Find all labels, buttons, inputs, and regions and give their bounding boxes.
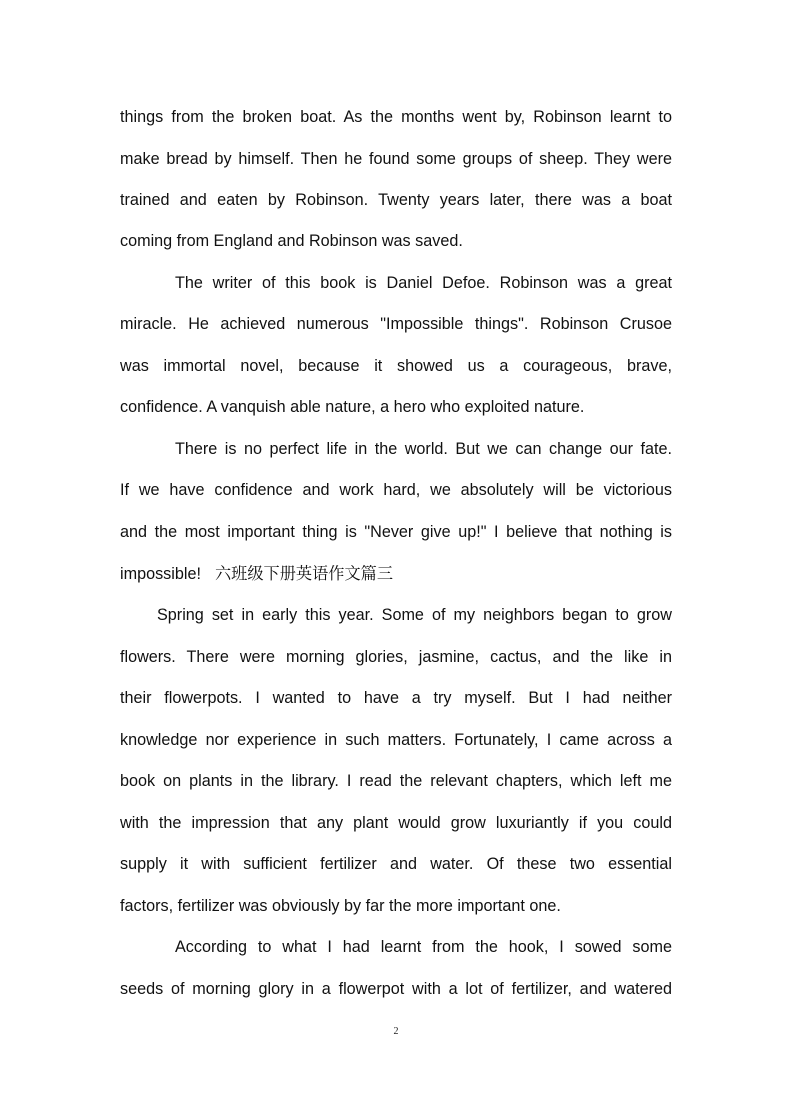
text-line: was immortal novel, because it showed us a courageous, brave, — [120, 357, 672, 375]
text-line-with-heading — [120, 564, 672, 584]
text-line: things from the broken boat. As the months went by, Robinson learnt to — [120, 108, 672, 126]
text-line: factors, fertilizer was obviously by far the more important one. — [120, 897, 561, 915]
text-line: seeds of morning glory in a flowerpot with a lot of fertilizer, and watered — [120, 980, 672, 998]
text-line: trained and eaten by Robinson. Twenty years later, there was a boat — [120, 191, 672, 209]
text-line: miracle. He achieved numerous "Impossible things". Robinson Crusoe — [120, 315, 672, 333]
text-line: book on plants in the library. I read the relevant chapters, which left me — [120, 772, 672, 790]
text-line: The writer of this book is Daniel Defoe. Robinson was a great — [175, 274, 672, 292]
text-line: According to what I had learnt from the hook, I sowed some — [175, 938, 672, 956]
text-line: and the most important thing is "Never give up!" I believe that nothing is — [120, 523, 672, 541]
text-line: Spring set in early this year. Some of my neighbors began to grow — [157, 606, 672, 624]
text-line: If we have confidence and work hard, we absolutely will be victorious — [120, 481, 672, 499]
section-heading: 六班级下册英语作文篇三 — [214, 564, 394, 583]
text-line: confidence. A vanquish able nature, a hero who exploited nature. — [120, 398, 585, 416]
text-line: with the impression that any plant would grow luxuriantly if you could — [120, 814, 672, 832]
text-line: coming from England and Robinson was saved. — [120, 232, 463, 250]
text-line: knowledge nor experience in such matters. Fortunately, I came across a — [120, 731, 672, 749]
text-line: supply it with sufficient fertilizer and water. Of these two essential — [120, 855, 672, 873]
page-number: 2 — [393, 1026, 399, 1037]
text-line: make bread by himself. Then he found some groups of sheep. They were — [120, 150, 672, 168]
text-line: There is no perfect life in the world. But we can change our fate. — [175, 440, 672, 458]
text-fragment: impossible! — [120, 565, 201, 583]
text-line: their flowerpots. I wanted to have a try myself. But I had neither — [120, 689, 672, 707]
text-line: flowers. There were morning glories, jasmine, cactus, and the like in — [120, 648, 672, 666]
